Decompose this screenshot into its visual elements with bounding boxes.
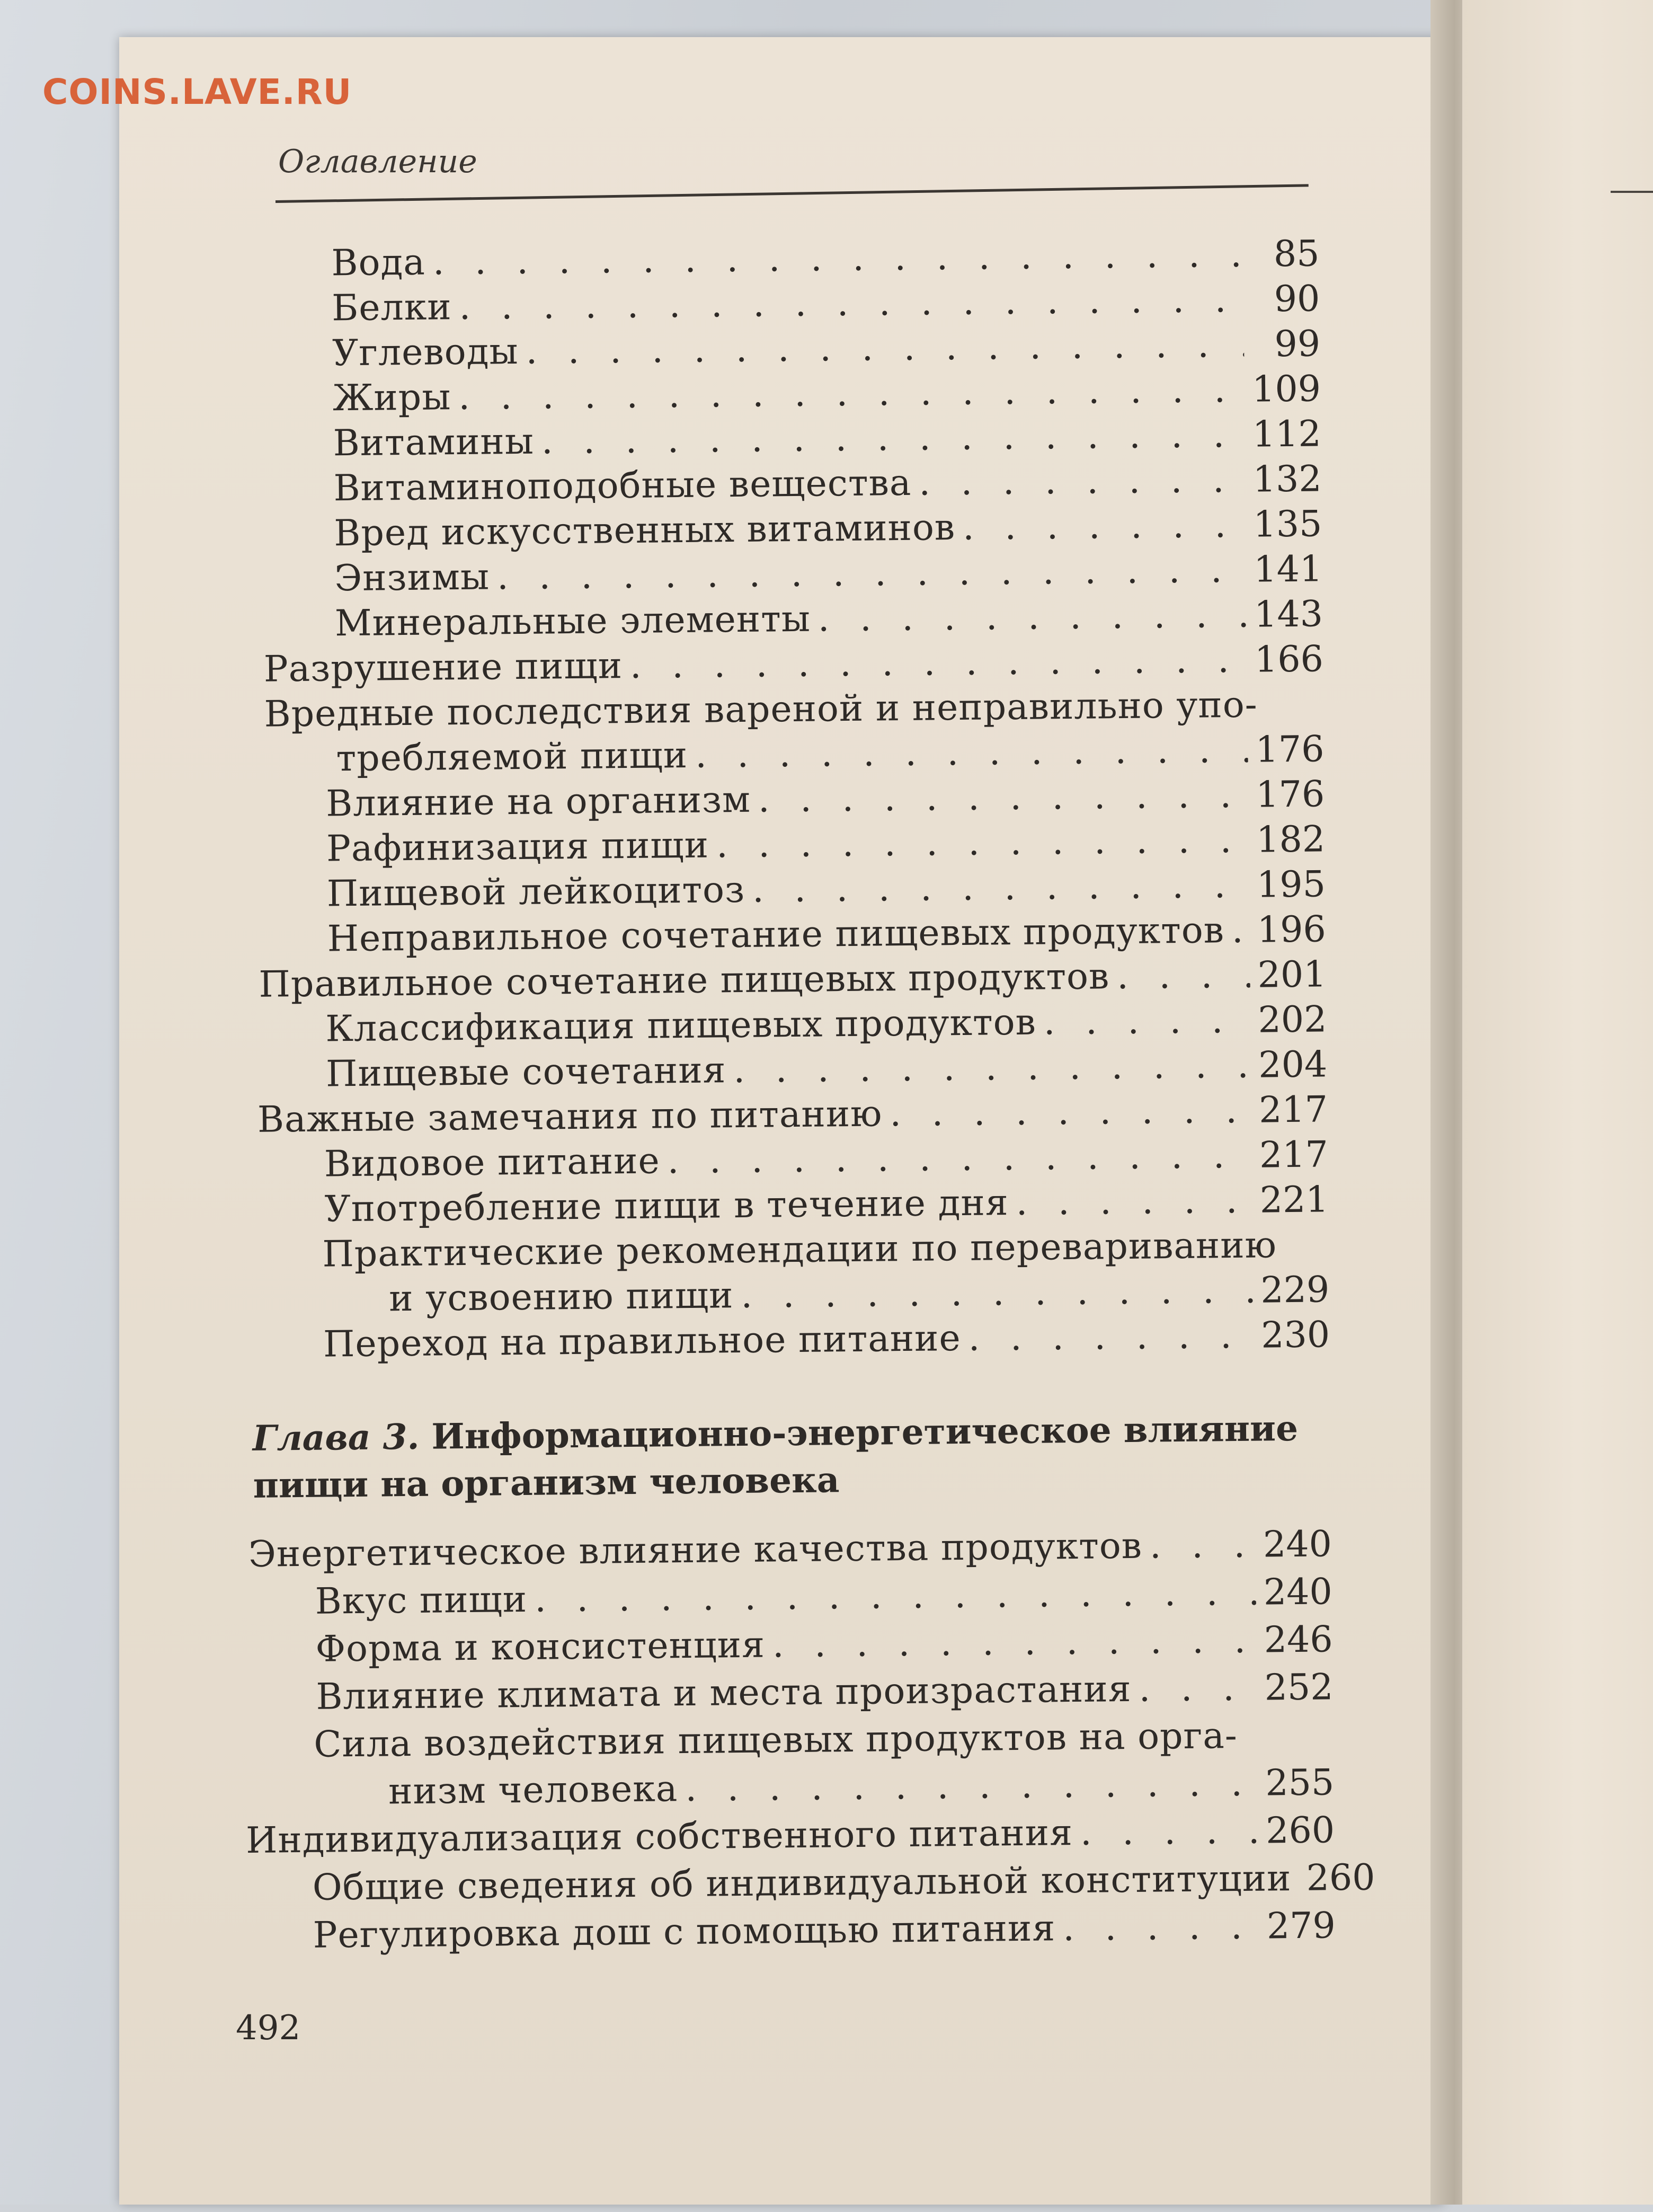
- toc-entry-title: Влияние климата и места произрастания: [316, 1668, 1132, 1718]
- toc-entry-voda[interactable]: [331, 233, 1320, 285]
- toc-entry-title: Вода: [331, 241, 426, 285]
- toc-entry-nepravilnoe[interactable]: [327, 908, 1327, 960]
- toc-entry-page: 246: [1264, 1618, 1333, 1661]
- toc-entry-vrednye-line1: Вредные последствия вареной и неправильно упо-: [264, 684, 1258, 736]
- leader-dots: [1150, 1527, 1256, 1564]
- toc-entry-page: 182: [1256, 818, 1326, 861]
- toc-entry-title: низм человека: [388, 1768, 678, 1813]
- toc-entry-title: Общие сведения об индивидуальной конституции: [312, 1857, 1292, 1909]
- toc-entry-forma[interactable]: [315, 1618, 1333, 1670]
- toc-entry-page: 99: [1274, 323, 1321, 366]
- leader-dots: [716, 822, 1249, 864]
- leader-dots: [772, 1623, 1257, 1664]
- toc-entry-belki[interactable]: [331, 278, 1320, 330]
- toc-entry-energeticheskoe[interactable]: [248, 1523, 1332, 1576]
- leader-dots: [818, 597, 1247, 638]
- toc-entry-page: 255: [1265, 1762, 1335, 1804]
- leader-dots: [695, 732, 1248, 774]
- toc-entry-title: Индивидуализация собственного питания: [245, 1812, 1073, 1862]
- toc-entry-page: 201: [1257, 953, 1327, 996]
- leader-dots: [1080, 1813, 1259, 1851]
- toc-entry-title: Рафинизация пищи: [326, 824, 709, 870]
- chapter-title-line1: Информационно-энергетическое влияние: [431, 1407, 1299, 1457]
- leader-dots: [741, 1273, 1253, 1314]
- toc-entry-title: Правильное сочетание пищевых продуктов: [259, 955, 1110, 1006]
- leader-dots: [1117, 958, 1250, 995]
- toc-entry-pravilnoe[interactable]: [259, 953, 1327, 1006]
- toc-entry-page: 141: [1253, 548, 1323, 591]
- toc-entry-page: 204: [1258, 1043, 1328, 1086]
- toc-entry-page: 230: [1260, 1314, 1330, 1357]
- toc-entry-page: 252: [1264, 1666, 1334, 1709]
- toc-entry-title: Витамины: [333, 420, 535, 465]
- leader-dots: [1139, 1670, 1257, 1707]
- toc-entry-page: 176: [1256, 773, 1325, 816]
- toc-entry-page: 112: [1252, 413, 1322, 456]
- toc-entry-title: Употребление пищи в течение дня: [324, 1182, 1009, 1231]
- toc-entry-title: Пищевой лейкоцитоз: [326, 869, 745, 915]
- toc-entry-page: 85: [1273, 233, 1320, 276]
- toc-entry-klassifikaciya[interactable]: [325, 998, 1327, 1050]
- toc-entry-title: Вред искусственных витаминов: [334, 507, 956, 555]
- toc-entry-title: Важные замечания по питанию: [257, 1093, 883, 1141]
- leader-dots: [758, 777, 1249, 818]
- toc-entry-klimat[interactable]: [316, 1666, 1334, 1718]
- toc-entry-vitaminy[interactable]: [333, 413, 1322, 465]
- toc-entry-title: Регулировка дош с помощью питания: [313, 1907, 1056, 1957]
- toc-entry-page: 195: [1256, 863, 1326, 906]
- leader-dots: [433, 237, 1243, 281]
- toc-entry-upotreblenie[interactable]: [324, 1179, 1329, 1231]
- toc-entry-title: Жиры: [332, 376, 451, 420]
- toc-entry-title: и усвоению пищи: [388, 1275, 734, 1320]
- page-number: 492: [236, 2009, 301, 2048]
- toc-entry-title: Энергетическое влияние качества продуктов: [248, 1525, 1143, 1576]
- toc-entry-page: 143: [1254, 593, 1323, 636]
- leader-dots: [1232, 913, 1250, 949]
- toc-entry-title: Витаминоподобные вещества: [333, 462, 912, 510]
- chapter-heading[interactable]: [252, 1405, 1299, 1509]
- toc-entry-sila-line1: Сила воздействия пищевых продуктов на орга-: [313, 1715, 1238, 1766]
- toc-entry-vliyanie[interactable]: [325, 773, 1325, 825]
- toc-entry-vrednye[interactable]: [336, 728, 1325, 780]
- toc-entry-page: 196: [1257, 908, 1327, 951]
- running-head: Оглавление: [278, 143, 477, 180]
- leader-dots: [733, 1048, 1251, 1089]
- toc-entry-page: 279: [1266, 1905, 1336, 1948]
- toc-entry-individualizaciya[interactable]: [245, 1809, 1335, 1862]
- toc-entry-leikocitoz[interactable]: [326, 863, 1326, 915]
- toc-entry-prakticheskie[interactable]: [388, 1269, 1330, 1320]
- leader-dots: [919, 462, 1246, 501]
- toc-entry-title: Видовое питание: [324, 1140, 661, 1185]
- leader-dots: [968, 1318, 1254, 1357]
- leader-dots: [1044, 1003, 1251, 1041]
- toc-entry-vred-vitaminov[interactable]: [334, 503, 1322, 555]
- toc-entry-vitaminopodobnye[interactable]: [333, 458, 1322, 510]
- chapter-title-line2: пищи на организм человека: [253, 1459, 840, 1506]
- toc-entry-page: 135: [1253, 503, 1322, 546]
- toc-entry-title: Энзимы: [334, 556, 490, 600]
- leader-dots: [1063, 1909, 1259, 1947]
- toc-entry-page: 260: [1306, 1856, 1375, 1899]
- toc-entry-title: Пищевые сочетания: [325, 1049, 726, 1095]
- toc-entry-title: Вкус пищи: [315, 1578, 528, 1623]
- toc-entry-page: 229: [1260, 1269, 1330, 1312]
- leader-dots: [458, 372, 1245, 415]
- leader-dots: [497, 552, 1247, 596]
- toc-entry-regulirovka[interactable]: [313, 1905, 1336, 1957]
- toc-entry-mineralnye[interactable]: [334, 593, 1323, 645]
- leader-dots: [685, 1766, 1258, 1807]
- toc-entry-page: 240: [1263, 1523, 1332, 1566]
- toc-entry-sila[interactable]: [388, 1762, 1335, 1813]
- leader-dots: [1016, 1183, 1252, 1221]
- toc-entry-page: 166: [1254, 638, 1324, 681]
- toc-entry-razrushenie[interactable]: [263, 638, 1324, 691]
- toc-entry-page: 217: [1258, 1089, 1328, 1131]
- toc-entry-page: 202: [1258, 998, 1327, 1041]
- toc-entry-page: 90: [1274, 278, 1320, 321]
- leader-dots: [526, 327, 1244, 370]
- toc-entry-page: 217: [1259, 1134, 1329, 1176]
- leader-dots: [535, 1575, 1256, 1618]
- leader-dots: [963, 507, 1246, 546]
- toc-entry-zhiry[interactable]: [332, 368, 1321, 420]
- toc-entry-title: Форма и консистенция: [315, 1624, 766, 1670]
- toc-entry-page: 221: [1259, 1179, 1329, 1222]
- toc-entry-page: 132: [1252, 458, 1322, 501]
- leader-dots: [890, 1093, 1251, 1132]
- toc-entry-title: Разрушение пищи: [263, 645, 623, 691]
- toc-entry-page: 176: [1255, 728, 1325, 771]
- toc-entry-title: Влияние на организм: [325, 778, 751, 825]
- toc-entry-title: требляемой пищи: [336, 734, 688, 780]
- leader-dots: [541, 417, 1245, 460]
- toc-entry-title: Неправильное сочетание пищевых продуктов: [327, 909, 1225, 960]
- chapter-heading-line1: [252, 1405, 1298, 1462]
- toc-entry-konstituciya[interactable]: [312, 1856, 1375, 1909]
- toc-entry-title: Переход на правильное питание: [323, 1317, 962, 1366]
- toc-entry-title: Белки: [331, 286, 452, 330]
- leader-dots: [752, 868, 1249, 908]
- toc-entry-title: Углеводы: [332, 330, 519, 375]
- toc-entry-enzimy[interactable]: [334, 548, 1323, 600]
- watermark: COINS.LAVE.RU: [42, 72, 352, 112]
- toc-entry-title: Классификация пищевых продуктов: [325, 1001, 1037, 1050]
- toc-entry-title: Минеральные элементы: [334, 598, 811, 645]
- toc-entry-page: 260: [1265, 1809, 1335, 1852]
- toc-entry-rafinizaciya[interactable]: [326, 818, 1326, 870]
- toc-entry-page: 240: [1263, 1571, 1333, 1614]
- toc-entry-prakticheskie-line1: Практические рекомендации по перевариванию: [322, 1224, 1277, 1276]
- toc-entry-uglevody[interactable]: [332, 323, 1321, 375]
- toc-entry-vidovoe[interactable]: [324, 1134, 1329, 1185]
- chapter-label: Глава 3.: [252, 1415, 420, 1459]
- leader-dots: [459, 282, 1243, 325]
- leader-dots: [630, 642, 1248, 684]
- leader-dots: [667, 1138, 1252, 1180]
- toc-entry-vazhnye[interactable]: [257, 1089, 1328, 1141]
- toc-entry-vkus[interactable]: [315, 1571, 1333, 1623]
- toc-entry-page: 109: [1251, 368, 1321, 411]
- toc-entry-perehod[interactable]: [323, 1314, 1330, 1366]
- toc-entry-sochetaniya[interactable]: [325, 1043, 1328, 1095]
